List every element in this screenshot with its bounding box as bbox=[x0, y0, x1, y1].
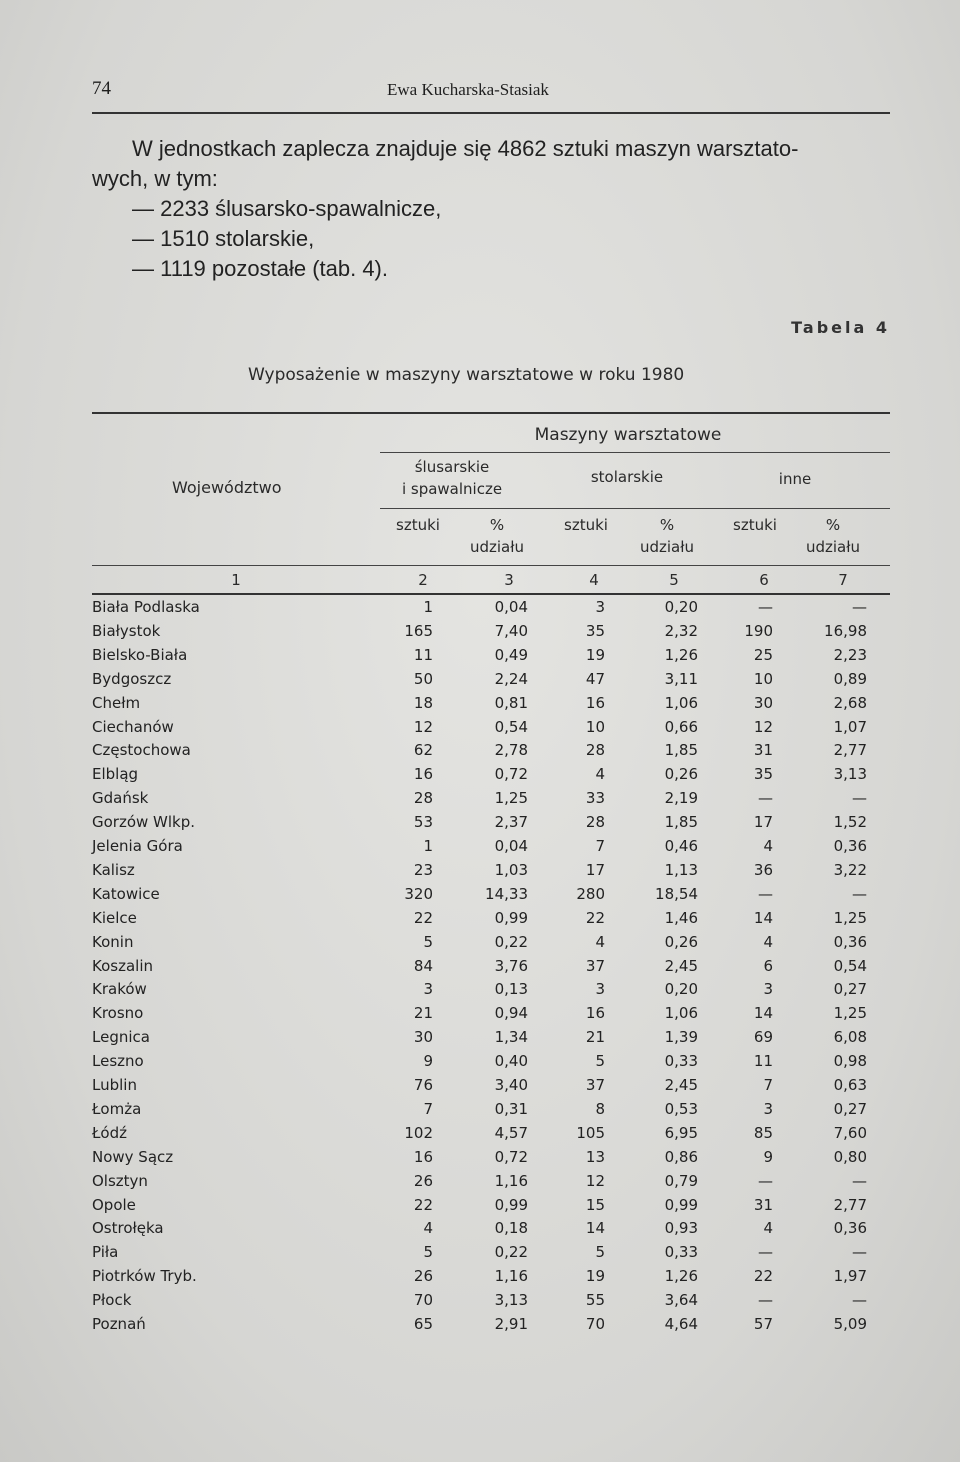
cell-pct-slusarskie: 0,72 bbox=[494, 765, 528, 784]
table-row bbox=[0, 1243, 960, 1267]
region-name: Kraków bbox=[92, 980, 147, 999]
cell-pct-slusarskie: 0,40 bbox=[494, 1052, 528, 1071]
region-name: Krosno bbox=[92, 1004, 144, 1023]
table-row bbox=[0, 1219, 960, 1243]
paragraph-line: — 2233 ślusarsko-spawalnicze, bbox=[132, 196, 442, 221]
cell-sztuki-slusarskie: 4 bbox=[423, 1219, 433, 1238]
cell-sztuki-inne: 9 bbox=[763, 1147, 773, 1166]
cell-sztuki-inne: 36 bbox=[753, 860, 773, 879]
cell-pct-stolarskie: 1,26 bbox=[664, 645, 698, 664]
column-number: 1 bbox=[231, 571, 241, 589]
cell-sztuki-inne: — bbox=[758, 789, 773, 808]
cell-sztuki-inne: 30 bbox=[753, 693, 773, 712]
cell-pct-slusarskie: 3,40 bbox=[494, 1076, 528, 1094]
cell-sztuki-inne: 14 bbox=[753, 908, 773, 927]
cell-sztuki-stolarskie: 105 bbox=[576, 1123, 605, 1142]
cell-pct-inne: 6,08 bbox=[833, 1028, 867, 1047]
cell-sztuki-slusarskie: 102 bbox=[404, 1123, 433, 1142]
cell-sztuki-stolarskie: 5 bbox=[595, 1243, 605, 1262]
cell-pct-inne: 2,77 bbox=[833, 741, 867, 760]
table-row bbox=[0, 837, 960, 861]
cell-sztuki-slusarskie: 16 bbox=[413, 1147, 433, 1166]
table-row bbox=[0, 789, 960, 813]
cell-sztuki-slusarskie: 22 bbox=[413, 1195, 433, 1214]
table-row bbox=[0, 909, 960, 933]
cell-pct-inne: 3,22 bbox=[833, 860, 867, 879]
cell-sztuki-inne: 7 bbox=[763, 1076, 773, 1094]
cell-pct-stolarskie: 0,79 bbox=[664, 1171, 698, 1190]
header-sztuki-3: sztuki bbox=[733, 516, 777, 534]
cell-pct-slusarskie: 1,16 bbox=[494, 1267, 528, 1286]
cell-sztuki-stolarskie: 21 bbox=[585, 1028, 605, 1047]
cell-pct-stolarskie: 0,53 bbox=[664, 1099, 698, 1118]
cell-pct-inne: 2,23 bbox=[833, 645, 867, 664]
header-rule-group bbox=[380, 452, 890, 453]
cell-pct-stolarskie: 3,64 bbox=[664, 1291, 698, 1310]
cell-sztuki-slusarskie: 28 bbox=[413, 789, 433, 808]
cell-pct-stolarskie: 4,64 bbox=[664, 1315, 698, 1333]
cell-pct-stolarskie: 2,45 bbox=[664, 1076, 698, 1094]
table-row bbox=[0, 741, 960, 765]
cell-sztuki-inne: 6 bbox=[763, 956, 773, 975]
cell-pct-slusarskie: 1,16 bbox=[494, 1171, 528, 1190]
cell-pct-inne: 1,25 bbox=[833, 908, 867, 927]
cell-pct-inne: 0,98 bbox=[833, 1052, 867, 1071]
column-number: 6 bbox=[759, 571, 769, 589]
cell-sztuki-stolarskie: 33 bbox=[585, 789, 605, 808]
cell-pct-stolarskie: 1,26 bbox=[664, 1267, 698, 1286]
table-top-rule bbox=[92, 412, 890, 414]
cell-sztuki-stolarskie: 7 bbox=[595, 837, 605, 855]
cell-pct-slusarskie: 0,72 bbox=[494, 1147, 528, 1166]
cell-sztuki-slusarskie: 320 bbox=[404, 884, 433, 903]
cell-sztuki-stolarskie: 10 bbox=[585, 717, 605, 736]
cell-sztuki-stolarskie: 14 bbox=[585, 1219, 605, 1238]
cell-pct-inne: 7,60 bbox=[833, 1123, 867, 1142]
cell-sztuki-inne: 11 bbox=[753, 1052, 773, 1071]
cell-sztuki-inne: 69 bbox=[753, 1028, 773, 1047]
region-name: Gdańsk bbox=[92, 789, 149, 808]
table-row bbox=[0, 1291, 960, 1315]
cell-sztuki-slusarskie: 1 bbox=[423, 598, 433, 616]
region-name: Piotrków Tryb. bbox=[92, 1267, 197, 1286]
cell-sztuki-slusarskie: 5 bbox=[423, 1243, 433, 1262]
cell-sztuki-slusarskie: 62 bbox=[413, 741, 433, 760]
region-name: Piła bbox=[92, 1243, 119, 1262]
cell-pct-stolarskie: 0,86 bbox=[664, 1147, 698, 1166]
table-row bbox=[0, 980, 960, 1004]
cell-sztuki-slusarskie: 53 bbox=[413, 813, 433, 832]
cell-pct-stolarskie: 1,85 bbox=[664, 741, 698, 760]
cell-sztuki-inne: 190 bbox=[744, 621, 773, 640]
cell-sztuki-inne: 57 bbox=[753, 1315, 773, 1333]
header-rule-numbers-top bbox=[92, 565, 890, 566]
paragraph-line: wych, w tym: bbox=[92, 166, 218, 191]
table-row bbox=[0, 1004, 960, 1028]
cell-sztuki-inne: — bbox=[758, 1243, 773, 1262]
cell-sztuki-inne: 17 bbox=[753, 813, 773, 832]
cell-pct-stolarskie: 0,99 bbox=[664, 1195, 698, 1214]
cell-pct-inne: 0,36 bbox=[833, 1219, 867, 1238]
table-row bbox=[0, 1267, 960, 1291]
table-row bbox=[0, 765, 960, 789]
cell-sztuki-stolarskie: 8 bbox=[595, 1099, 605, 1118]
cell-pct-stolarskie: 0,20 bbox=[664, 598, 698, 616]
header-region: Województwo bbox=[172, 478, 282, 497]
cell-sztuki-stolarskie: 37 bbox=[585, 956, 605, 975]
paragraph-line: — 1119 pozostałe (tab. 4). bbox=[132, 256, 388, 281]
cell-pct-slusarskie: 1,25 bbox=[494, 789, 528, 808]
table-label: Tabela 4 bbox=[791, 318, 890, 337]
region-name: Częstochowa bbox=[92, 741, 191, 760]
cell-sztuki-inne: 14 bbox=[753, 1004, 773, 1023]
table-row bbox=[0, 1028, 960, 1052]
cell-sztuki-stolarskie: 280 bbox=[576, 884, 605, 903]
cell-sztuki-stolarskie: 19 bbox=[585, 645, 605, 664]
cell-pct-slusarskie: 2,91 bbox=[494, 1315, 528, 1333]
cell-pct-inne: — bbox=[852, 789, 867, 808]
cell-sztuki-stolarskie: 35 bbox=[585, 621, 605, 640]
cell-pct-slusarskie: 0,94 bbox=[494, 1004, 528, 1023]
cell-pct-stolarskie: 0,33 bbox=[664, 1052, 698, 1071]
cell-sztuki-inne: 4 bbox=[763, 932, 773, 951]
cell-pct-slusarskie: 0,22 bbox=[494, 1243, 528, 1262]
cell-pct-stolarskie: 0,26 bbox=[664, 765, 698, 784]
cell-pct-slusarskie: 0,99 bbox=[494, 1195, 528, 1214]
cell-pct-inne: 1,52 bbox=[833, 813, 867, 832]
cell-pct-slusarskie: 2,78 bbox=[494, 741, 528, 760]
cell-sztuki-slusarskie: 26 bbox=[413, 1267, 433, 1286]
cell-sztuki-stolarskie: 28 bbox=[585, 813, 605, 832]
region-name: Biała Podlaska bbox=[92, 598, 200, 616]
cell-sztuki-stolarskie: 15 bbox=[585, 1195, 605, 1214]
header-pct-2: % bbox=[659, 516, 675, 534]
cell-pct-stolarskie: 1,85 bbox=[664, 813, 698, 832]
cell-pct-stolarskie: 1,13 bbox=[664, 860, 698, 879]
cell-pct-inne: 0,27 bbox=[833, 1099, 867, 1118]
cell-sztuki-inne: — bbox=[758, 1291, 773, 1310]
cell-pct-inne: — bbox=[852, 1291, 867, 1310]
cell-sztuki-slusarskie: 5 bbox=[423, 932, 433, 951]
header-udzialu-3: udziału bbox=[805, 538, 861, 556]
cell-pct-stolarskie: 6,95 bbox=[664, 1123, 698, 1142]
cell-sztuki-slusarskie: 23 bbox=[413, 860, 433, 879]
cell-sztuki-inne: — bbox=[758, 884, 773, 903]
cell-sztuki-stolarskie: 4 bbox=[595, 932, 605, 951]
region-name: Ostrołęka bbox=[92, 1219, 164, 1238]
region-name: Leszno bbox=[92, 1052, 144, 1071]
cell-sztuki-stolarskie: 5 bbox=[595, 1052, 605, 1071]
cell-pct-slusarskie: 0,31 bbox=[494, 1099, 528, 1118]
cell-pct-stolarskie: 0,26 bbox=[664, 932, 698, 951]
cell-pct-stolarskie: 1,46 bbox=[664, 908, 698, 927]
cell-pct-slusarskie: 0,81 bbox=[494, 693, 528, 712]
cell-sztuki-inne: 31 bbox=[753, 741, 773, 760]
cell-sztuki-inne: 12 bbox=[753, 717, 773, 736]
cell-pct-inne: 2,68 bbox=[833, 693, 867, 712]
table-row bbox=[0, 933, 960, 957]
header-rule bbox=[92, 112, 890, 114]
table-row bbox=[0, 598, 960, 622]
cell-pct-inne: 1,97 bbox=[833, 1267, 867, 1286]
table-row bbox=[0, 861, 960, 885]
cell-sztuki-stolarskie: 47 bbox=[585, 669, 605, 688]
header-rule-bottom bbox=[92, 593, 890, 595]
cell-sztuki-slusarskie: 50 bbox=[413, 669, 433, 688]
cell-pct-slusarskie: 0,04 bbox=[494, 598, 528, 616]
cell-sztuki-inne: 10 bbox=[753, 669, 773, 688]
cell-sztuki-stolarskie: 22 bbox=[585, 908, 605, 927]
cell-pct-stolarskie: 2,32 bbox=[664, 621, 698, 640]
cell-sztuki-stolarskie: 37 bbox=[585, 1076, 605, 1094]
region-name: Ciechanów bbox=[92, 717, 174, 736]
cell-sztuki-inne: 31 bbox=[753, 1195, 773, 1214]
cell-sztuki-inne: 3 bbox=[763, 1099, 773, 1118]
header-stolarskie: stolarskie bbox=[590, 468, 664, 486]
cell-pct-stolarskie: 1,06 bbox=[664, 1004, 698, 1023]
cell-sztuki-slusarskie: 21 bbox=[413, 1004, 433, 1023]
header-rule-sub bbox=[380, 508, 890, 509]
cell-pct-inne: 0,54 bbox=[833, 956, 867, 975]
cell-pct-slusarskie: 0,18 bbox=[494, 1219, 528, 1238]
cell-sztuki-stolarskie: 12 bbox=[585, 1171, 605, 1190]
cell-pct-stolarskie: 3,11 bbox=[664, 669, 698, 688]
cell-pct-inne: 0,89 bbox=[833, 669, 867, 688]
cell-sztuki-slusarskie: 70 bbox=[413, 1291, 433, 1310]
cell-pct-inne: — bbox=[852, 884, 867, 903]
cell-sztuki-slusarskie: 16 bbox=[413, 765, 433, 784]
column-number: 5 bbox=[669, 571, 679, 589]
cell-pct-slusarskie: 4,57 bbox=[494, 1123, 528, 1142]
region-name: Nowy Sącz bbox=[92, 1147, 174, 1166]
cell-sztuki-stolarskie: 16 bbox=[585, 1004, 605, 1023]
region-name: Jelenia Góra bbox=[92, 837, 183, 855]
cell-sztuki-slusarskie: 9 bbox=[423, 1052, 433, 1071]
region-name: Bielsko-Biała bbox=[92, 645, 188, 664]
table-row bbox=[0, 1124, 960, 1148]
cell-pct-inne: 0,80 bbox=[833, 1147, 867, 1166]
cell-sztuki-slusarskie: 26 bbox=[413, 1171, 433, 1190]
cell-pct-slusarskie: 7,40 bbox=[494, 621, 528, 640]
cell-pct-slusarskie: 0,99 bbox=[494, 908, 528, 927]
cell-pct-slusarskie: 14,33 bbox=[485, 884, 528, 903]
cell-pct-inne: 1,25 bbox=[833, 1004, 867, 1023]
cell-pct-inne: 1,07 bbox=[833, 717, 867, 736]
cell-pct-slusarskie: 3,76 bbox=[494, 956, 528, 975]
table-title: Wyposażenie w maszyny warsztatowe w roku 1980 bbox=[248, 365, 685, 385]
running-head: Ewa Kucharska-Stasiak bbox=[387, 80, 549, 99]
cell-pct-stolarskie: 0,93 bbox=[664, 1219, 698, 1238]
region-name: Łomża bbox=[92, 1099, 142, 1118]
table-row bbox=[0, 622, 960, 646]
table-row bbox=[0, 670, 960, 694]
cell-sztuki-slusarskie: 1 bbox=[423, 837, 433, 855]
cell-sztuki-inne: 22 bbox=[753, 1267, 773, 1286]
header-sztuki-1: sztuki bbox=[396, 516, 440, 534]
cell-pct-stolarskie: 2,45 bbox=[664, 956, 698, 975]
cell-pct-stolarskie: 18,54 bbox=[655, 884, 698, 903]
paragraph-line: W jednostkach zaplecza znajduje się 4862 sztuki maszyn warsztato- bbox=[132, 136, 799, 161]
cell-pct-slusarskie: 2,24 bbox=[494, 669, 528, 688]
region-name: Konin bbox=[92, 932, 134, 951]
cell-sztuki-stolarskie: 70 bbox=[585, 1315, 605, 1333]
cell-sztuki-inne: 4 bbox=[763, 1219, 773, 1238]
cell-sztuki-slusarskie: 18 bbox=[413, 693, 433, 712]
column-number: 4 bbox=[589, 571, 599, 589]
cell-sztuki-inne: — bbox=[758, 1171, 773, 1190]
column-number: 2 bbox=[418, 571, 428, 589]
table-row bbox=[0, 1076, 960, 1100]
region-name: Kalisz bbox=[92, 860, 135, 879]
region-name: Płock bbox=[92, 1291, 132, 1310]
table-row bbox=[0, 957, 960, 981]
region-name: Opole bbox=[92, 1195, 136, 1214]
paragraph-line: — 1510 stolarskie, bbox=[132, 226, 315, 251]
cell-pct-stolarskie: 1,06 bbox=[664, 693, 698, 712]
cell-sztuki-slusarskie: 7 bbox=[423, 1099, 433, 1118]
column-number: 3 bbox=[504, 571, 514, 589]
cell-pct-inne: 16,98 bbox=[824, 621, 867, 640]
cell-pct-inne: 0,36 bbox=[833, 932, 867, 951]
table-row bbox=[0, 1100, 960, 1124]
header-spawalnicze: i spawalnicze bbox=[401, 480, 503, 498]
table-row bbox=[0, 694, 960, 718]
header-sztuki-2: sztuki bbox=[564, 516, 608, 534]
cell-pct-slusarskie: 0,13 bbox=[494, 980, 528, 999]
cell-sztuki-inne: 25 bbox=[753, 645, 773, 664]
region-name: Elbląg bbox=[92, 765, 139, 784]
cell-pct-slusarskie: 2,37 bbox=[494, 813, 528, 832]
table-row bbox=[0, 885, 960, 909]
cell-sztuki-slusarskie: 12 bbox=[413, 717, 433, 736]
header-udzialu-2: udziału bbox=[639, 538, 695, 556]
cell-sztuki-inne: 3 bbox=[763, 980, 773, 999]
cell-pct-slusarskie: 0,22 bbox=[494, 932, 528, 951]
cell-pct-inne: 0,63 bbox=[833, 1076, 867, 1094]
cell-sztuki-stolarskie: 4 bbox=[595, 765, 605, 784]
cell-pct-inne: 0,36 bbox=[833, 837, 867, 855]
cell-pct-stolarskie: 0,46 bbox=[664, 837, 698, 855]
region-name: Poznań bbox=[92, 1315, 146, 1333]
cell-sztuki-slusarskie: 76 bbox=[413, 1076, 433, 1094]
cell-sztuki-stolarskie: 55 bbox=[585, 1291, 605, 1310]
cell-pct-slusarskie: 1,34 bbox=[494, 1028, 528, 1047]
header-pct-3: % bbox=[825, 516, 841, 534]
cell-sztuki-slusarskie: 165 bbox=[404, 621, 433, 640]
header-machines: Maszyny warsztatowe bbox=[534, 425, 722, 445]
cell-sztuki-stolarskie: 16 bbox=[585, 693, 605, 712]
cell-pct-stolarskie: 0,66 bbox=[664, 717, 698, 736]
cell-pct-slusarskie: 1,03 bbox=[494, 860, 528, 879]
table-row bbox=[0, 1052, 960, 1076]
cell-sztuki-slusarskie: 3 bbox=[423, 980, 433, 999]
cell-sztuki-stolarskie: 3 bbox=[595, 598, 605, 616]
header-pct-1: % bbox=[489, 516, 505, 534]
cell-pct-inne: — bbox=[852, 598, 867, 616]
cell-pct-stolarskie: 1,39 bbox=[664, 1028, 698, 1047]
cell-pct-inne: 2,77 bbox=[833, 1195, 867, 1214]
region-name: Koszalin bbox=[92, 956, 153, 975]
region-name: Gorzów Wlkp. bbox=[92, 813, 196, 832]
region-name: Lublin bbox=[92, 1076, 137, 1094]
cell-sztuki-stolarskie: 19 bbox=[585, 1267, 605, 1286]
table-row bbox=[0, 1196, 960, 1220]
cell-sztuki-slusarskie: 65 bbox=[413, 1315, 433, 1333]
page-header bbox=[92, 78, 890, 108]
cell-pct-inne: — bbox=[852, 1243, 867, 1262]
region-name: Chełm bbox=[92, 693, 141, 712]
region-name: Katowice bbox=[92, 884, 160, 903]
cell-sztuki-stolarskie: 28 bbox=[585, 741, 605, 760]
header-inne: inne bbox=[778, 470, 812, 488]
cell-pct-slusarskie: 0,04 bbox=[494, 837, 528, 855]
cell-pct-slusarskie: 0,49 bbox=[494, 645, 528, 664]
page-number: 74 bbox=[92, 78, 111, 99]
cell-pct-stolarskie: 0,20 bbox=[664, 980, 698, 999]
table-row bbox=[0, 1315, 960, 1339]
cell-pct-inne: 0,27 bbox=[833, 980, 867, 999]
cell-pct-slusarskie: 0,54 bbox=[494, 717, 528, 736]
cell-pct-slusarskie: 3,13 bbox=[494, 1291, 528, 1310]
cell-sztuki-stolarskie: 13 bbox=[585, 1147, 605, 1166]
table-row bbox=[0, 1172, 960, 1196]
cell-pct-inne: 5,09 bbox=[833, 1315, 867, 1333]
cell-sztuki-slusarskie: 30 bbox=[413, 1028, 433, 1047]
region-name: Legnica bbox=[92, 1028, 150, 1047]
table-row bbox=[0, 813, 960, 837]
cell-sztuki-inne: — bbox=[758, 598, 773, 616]
cell-sztuki-inne: 35 bbox=[753, 765, 773, 784]
header-slusarskie: ślusarskie bbox=[414, 458, 490, 476]
cell-sztuki-slusarskie: 22 bbox=[413, 908, 433, 927]
table-row bbox=[0, 646, 960, 670]
cell-sztuki-slusarskie: 84 bbox=[413, 956, 433, 975]
region-name: Olsztyn bbox=[92, 1171, 148, 1190]
cell-pct-stolarskie: 2,19 bbox=[664, 789, 698, 808]
cell-sztuki-stolarskie: 3 bbox=[595, 980, 605, 999]
cell-pct-inne: — bbox=[852, 1171, 867, 1190]
column-number: 7 bbox=[838, 571, 848, 589]
cell-sztuki-inne: 85 bbox=[753, 1123, 773, 1142]
region-name: Białystok bbox=[92, 621, 161, 640]
cell-pct-inne: 3,13 bbox=[833, 765, 867, 784]
header-udzialu-1: udziału bbox=[469, 538, 525, 556]
cell-sztuki-slusarskie: 11 bbox=[413, 645, 433, 664]
region-name: Kielce bbox=[92, 908, 137, 927]
table-row bbox=[0, 718, 960, 742]
region-name: Łódź bbox=[92, 1123, 128, 1142]
cell-sztuki-inne: 4 bbox=[763, 837, 773, 855]
region-name: Bydgoszcz bbox=[92, 669, 172, 688]
table-row bbox=[0, 1148, 960, 1172]
cell-sztuki-stolarskie: 17 bbox=[585, 860, 605, 879]
cell-pct-stolarskie: 0,33 bbox=[664, 1243, 698, 1262]
